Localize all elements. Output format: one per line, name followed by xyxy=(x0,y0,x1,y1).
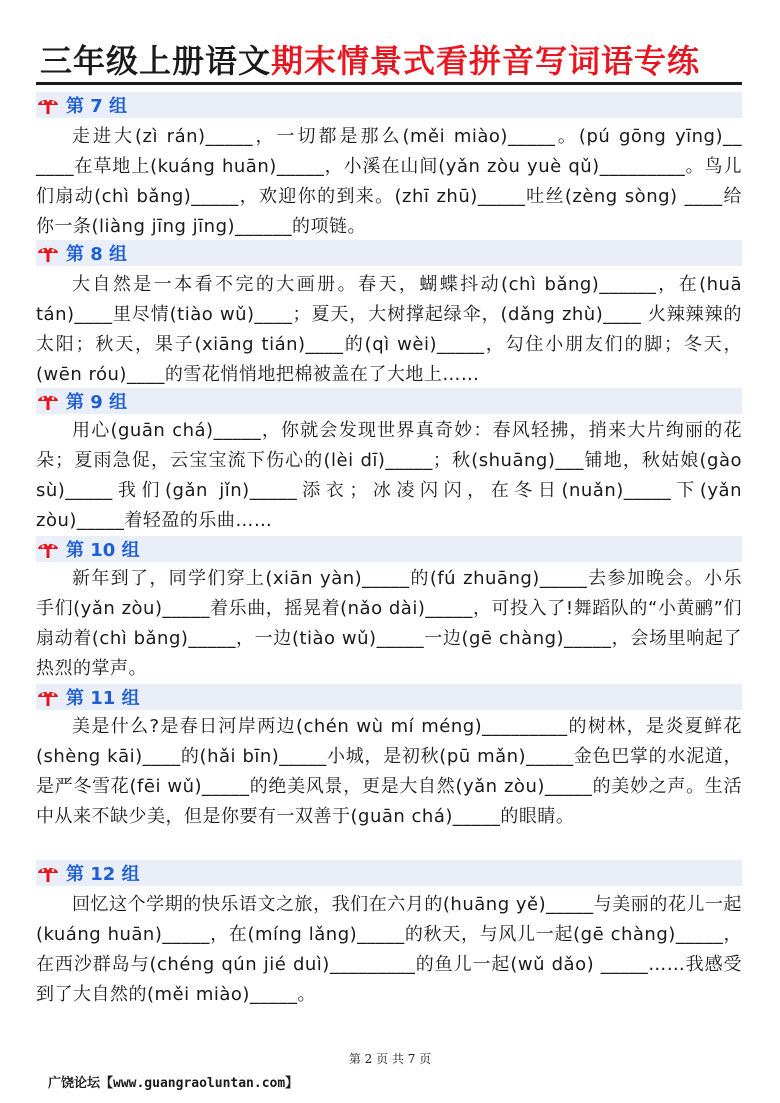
title-underline xyxy=(36,82,742,85)
page-title-red: 期末情景式看拼音写词语专练 xyxy=(271,42,701,80)
group-header xyxy=(36,388,127,414)
group-paragraph: 大自然是一本看不完的大画册。春天，蝴蝶抖动(chì bǎng)______，在(huā tán)____里尽情(tiào wǔ)____；夏天，大树撑起绿伞，(dǎng zhù)____ 火辣辣辣的太阳；秋天，果子(xiāng tián)____的(qì wèi)_____，勾住小朋友们的脚；冬天，(wēn róu)____的雪花悄悄地把棉被盖在了大地上…… xyxy=(36,274,742,385)
group-header xyxy=(36,536,140,562)
mushroom-icon xyxy=(36,241,60,265)
group-bar xyxy=(36,92,742,118)
mushroom-icon xyxy=(36,389,60,413)
group-title: 第 7 组 xyxy=(66,96,128,117)
page-title xyxy=(40,36,700,82)
group-bar xyxy=(36,684,742,710)
group-title: 第 12 组 xyxy=(66,864,140,885)
group-paragraph: 用心(guān chá)_____，你就会发现世界真奇妙：春风轻拂，捎来大片绚丽的花朵；夏雨急促，云宝宝流下伤心的(lèi dī)_____；秋(shuāng)___铺地，秋姑娘(gào sù)_____我们(gǎn jǐn)_____添衣；冰凌闪闪，在冬日(nuǎn)_____下(yǎn zòu)_____着轻盈的乐曲…… xyxy=(36,420,742,531)
mushroom-icon xyxy=(36,861,60,885)
group-header xyxy=(36,860,140,886)
group-paragraph: 美是什么?是春日河岸两边(chén wù mí méng)_________的树林，是炎夏鲜花(shèng kāi)____的(hǎi bīn)_____小城，是初秋(pū mǎn)_____金色巴掌的水泥道，是严冬雪花(fēi wǔ)_____的绝美风景，更是大自然(yǎn zòu)_____的美妙之声。生活中从来不缺少美，但是你要有一双善于(guān chá)_____的眼睛。 xyxy=(36,716,742,827)
page-number: 第 2 页 共 7 页 xyxy=(348,1052,432,1066)
source-credit: 广饶论坛【www.guangraoluntan.com】 xyxy=(48,1076,299,1091)
mushroom-icon xyxy=(36,685,60,709)
mushroom-icon xyxy=(36,537,60,561)
group-paragraph: 回忆这个学期的快乐语文之旅，我们在六月的(huāng yě)_____与美丽的花儿一起(kuáng huān)_____，在(míng lǎng)_____的秋天，与风儿一起(gē chàng)_____，在西沙群岛与(chéng qún jié duì)_________的鱼儿一起(wǔ dǎo) _____……我感受到了大自然的(měi miào)_____。 xyxy=(36,894,742,1005)
group-bar xyxy=(36,536,742,562)
page-title-black: 三年级上册语文 xyxy=(40,42,272,80)
group-bar xyxy=(36,860,742,886)
group-title: 第 11 组 xyxy=(66,688,140,709)
mushroom-icon xyxy=(36,93,60,117)
group-paragraph: 走进大(zì rán)_____，一切都是那么(měi miào)_____。(pú gōng yīng)__ ____在草地上(kuáng huān)_____，小溪在山间(yǎn zòu yuè qǔ)_________。鸟儿们扇动(chì bǎng)_____，欢迎你的到来。(zhī zhū)_____吐丝(zèng sòng) ____给你一条(liàng jīng jīng)______的项链。 xyxy=(36,126,742,237)
group-title: 第 9 组 xyxy=(66,392,128,413)
group-title: 第 10 组 xyxy=(66,540,140,561)
group-bar xyxy=(36,240,742,266)
group-bar xyxy=(36,388,742,414)
group-title: 第 8 组 xyxy=(66,244,128,265)
group-header xyxy=(36,92,127,118)
group-header xyxy=(36,240,127,266)
group-paragraph: 新年到了，同学们穿上(xiān yàn)_____的(fú zhuāng)_____去参加晚会。小乐手们(yǎn zòu)_____着乐曲，摇晃着(nǎo dài)_____，可投入了!舞蹈队的“小黄鹂”们扇动着(chì bǎng)_____，一边(tiào wǔ)_____一边(gē chàng)_____，会场里响起了热烈的掌声。 xyxy=(36,568,742,679)
group-header xyxy=(36,684,140,710)
